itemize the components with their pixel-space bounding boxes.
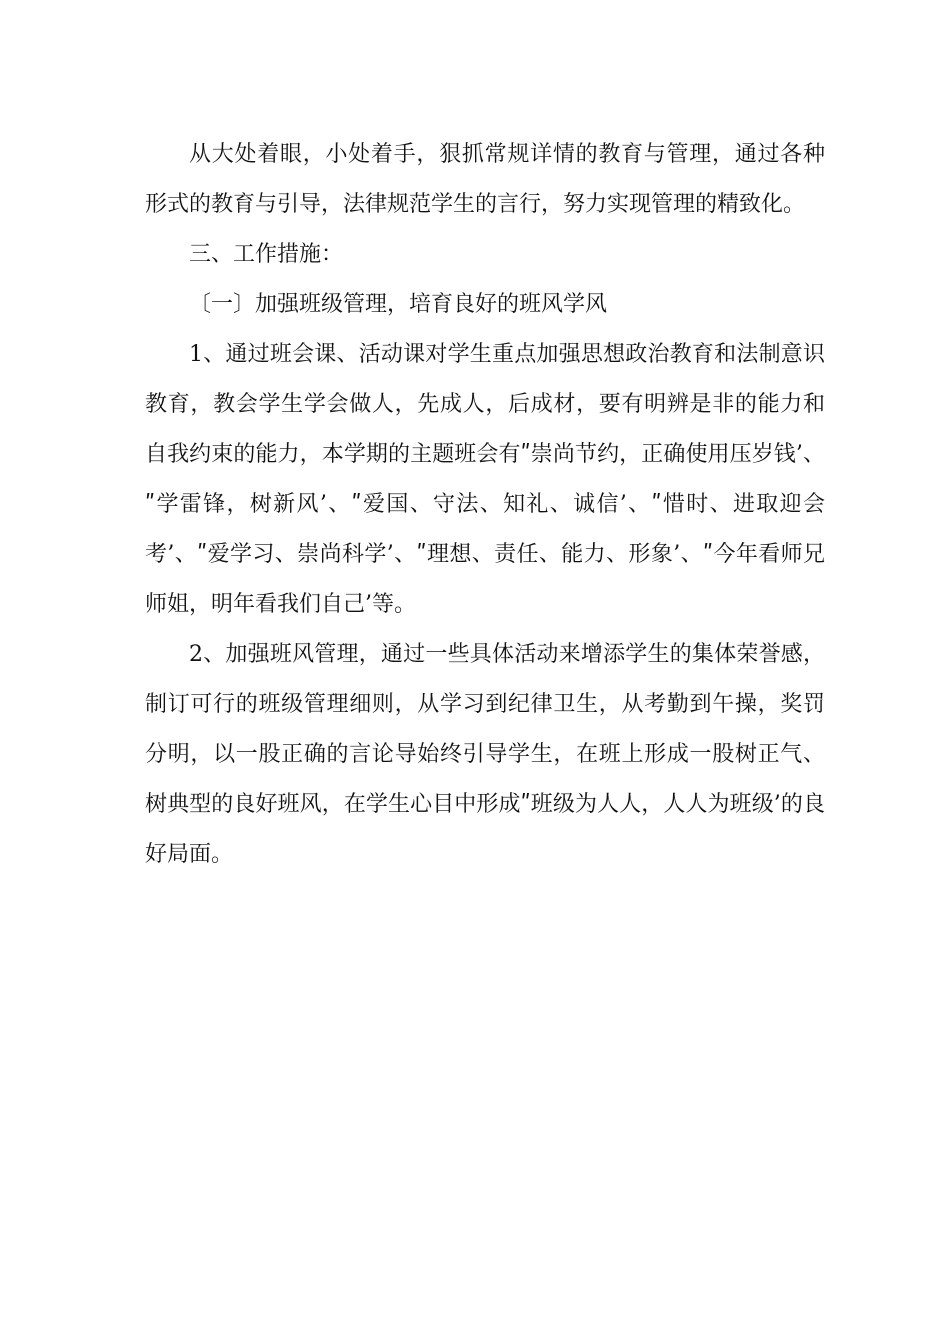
paragraph-intro: 从大处着眼，小处着手，狠抓常规详情的教育与管理，通过各种形式的教育与引导，法律规范学生的言行，努力实现管理的精致化。 xyxy=(145,142,825,217)
subsection-heading-class-management: 〔一〕加强班级管理，培育良好的班风学风 xyxy=(189,292,608,317)
paragraph-item-2: 2、加强班风管理，通过一些具体活动来增添学生的集体荣誉感，制订可行的班级管理细则，从学习到纪律卫生，从考勤到午操，奖罚分明，以一股正确的言论导始终引导学生，在班上形成一股树正气、树典型的良好班风，在学生心目中形成ʺ班级为人人，人人为班级’的良好局面。 xyxy=(145,642,825,867)
section-heading-work-measures: 三、工作措施： xyxy=(189,242,344,267)
paragraph-item-1: 1、通过班会课、活动课对学生重点加强思想政治教育和法制意识教育，教会学生学会做人，先成人，后成材，要有明辨是非的能力和自我约束的能力，本学期的主题班会有ʺ崇尚节约，正确使用压岁钱’、ʺ学雷锋，树新风’、ʺ爱国、守法、知礼、诚信’、ʺ惜时、进取迎会考’、ʺ爱学习、崇尚科学’、ʺ理想、责任、能力、形象’、ʺ今年看师兄师姐，明年看我们自己’等。 xyxy=(145,342,825,617)
document-body xyxy=(145,130,825,880)
